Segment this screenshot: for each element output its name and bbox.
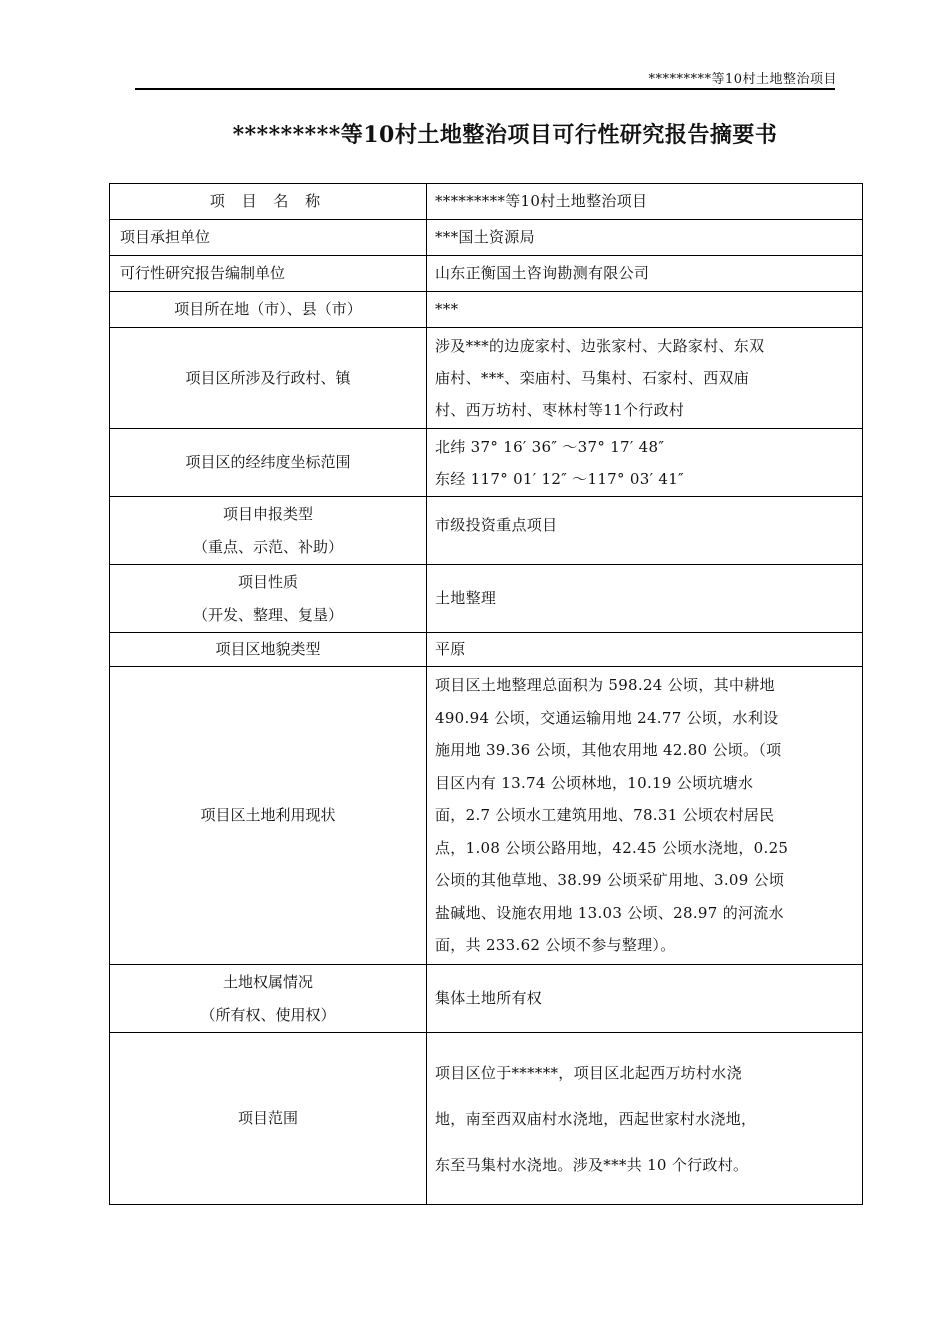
villages-line: 庙村、***、栾庙村、马集村、石家村、西双庙: [435, 369, 750, 387]
land-use-line: 490.94 公顷，交通运输用地 24.77 公顷，水利设: [435, 708, 779, 727]
label-villages: 项目区所涉及行政村、镇: [110, 328, 427, 429]
value-location: ***: [427, 292, 863, 328]
label-location: 项目所在地（市）、县（市）: [110, 292, 427, 328]
value-compiler: 山东正衡国土咨询勘测有限公司: [427, 256, 863, 292]
header-rule: [135, 88, 835, 90]
scope-line: 项目区位于******，项目区北起西万坊村水浇: [435, 1063, 742, 1082]
label-nature: [110, 565, 427, 633]
row-scope: [110, 1033, 863, 1205]
value-landform: 平原: [427, 633, 863, 667]
row-nature: [110, 565, 863, 633]
value-scope: [427, 1033, 863, 1205]
villages-line: 涉及***的边庞家村、边张家村、大路家村、东双: [435, 337, 765, 355]
land-use-line: 面，共 233.62 公顷不参与整理）。: [435, 936, 676, 955]
value-coordinates: [427, 429, 863, 497]
label-declare-type-line2: （重点、示范、补助）: [192, 537, 343, 556]
land-use-line: 面，2.7 公顷水工建筑用地、78.31 公顷农村居民: [435, 806, 775, 825]
label-ownership-line2: （所有权、使用权）: [200, 1005, 336, 1024]
value-project-name: *********等10村土地整治项目: [427, 184, 863, 220]
land-use-line: 盐碱地、设施农用地 13.03 公顷、28.97 的河流水: [435, 903, 784, 922]
row-villages: [110, 328, 863, 429]
summary-table: [109, 183, 863, 1205]
value-ownership: 集体土地所有权: [427, 965, 863, 1033]
land-use-line: 项目区土地整理总面积为 598.24 公顷，其中耕地: [435, 676, 775, 695]
label-project-name: 项 目 名 称: [110, 184, 427, 220]
label-scope: 项目范围: [110, 1033, 427, 1205]
label-declare-type: [110, 497, 427, 565]
coordinates-latitude: 北纬 37° 16′ 36″ ～37° 17′ 48″: [435, 437, 665, 456]
label-undertaker: 项目承担单位: [110, 220, 427, 256]
row-land-use: [110, 667, 863, 965]
scope-line: 东至马集村水浇地。涉及***共 10 个行政村。: [435, 1155, 749, 1174]
label-landform: 项目区地貌类型: [110, 633, 427, 667]
label-ownership: [110, 965, 427, 1033]
value-villages: [427, 328, 863, 429]
land-use-line: 施用地 39.36 公顷，其他农用地 42.80 公顷。（项: [435, 741, 782, 760]
value-land-use: [427, 667, 863, 965]
scope-line: 地，南至西双庙村水浇地，西起世家村水浇地，: [435, 1109, 757, 1128]
row-landform: [110, 633, 863, 667]
label-land-use: 项目区土地利用现状: [110, 667, 427, 965]
label-declare-type-line1: 项目申报类型: [222, 504, 313, 523]
row-project-name: [110, 184, 863, 220]
row-location: [110, 292, 863, 328]
row-compiler: [110, 256, 863, 292]
label-compiler: 可行性研究报告编制单位: [110, 256, 427, 292]
label-coordinates: 项目区的经纬度坐标范围: [110, 429, 427, 497]
label-nature-line2: （开发、整理、复垦）: [192, 605, 343, 624]
label-ownership-line1: 土地权属情况: [222, 972, 313, 991]
value-undertaker: ***国土资源局: [427, 220, 863, 256]
document-title: *********等10村土地整治项目可行性研究报告摘要书: [232, 122, 778, 148]
land-use-line: 公顷的其他草地、38.99 公顷采矿用地、3.09 公顷: [435, 871, 785, 890]
row-declare-type: [110, 497, 863, 565]
label-nature-line1: 项目性质: [237, 572, 298, 591]
villages-line: 村、西万坊村、枣林村等11个行政村: [435, 401, 685, 419]
value-nature: 土地整理: [427, 565, 863, 633]
row-ownership: [110, 965, 863, 1033]
land-use-line: 点，1.08 公顷公路用地，42.45 公顷水浇地，0.25: [435, 838, 789, 857]
coordinates-longitude: 东经 117° 01′ 12″ ～117° 03′ 41″: [435, 469, 684, 488]
running-header: *********等10村土地整治项目: [648, 72, 837, 87]
row-coordinates: [110, 429, 863, 497]
row-undertaker: [110, 220, 863, 256]
value-declare-type: 市级投资重点项目: [427, 497, 863, 565]
land-use-line: 目区内有 13.74 公顷林地，10.19 公顷坑塘水: [435, 773, 754, 792]
